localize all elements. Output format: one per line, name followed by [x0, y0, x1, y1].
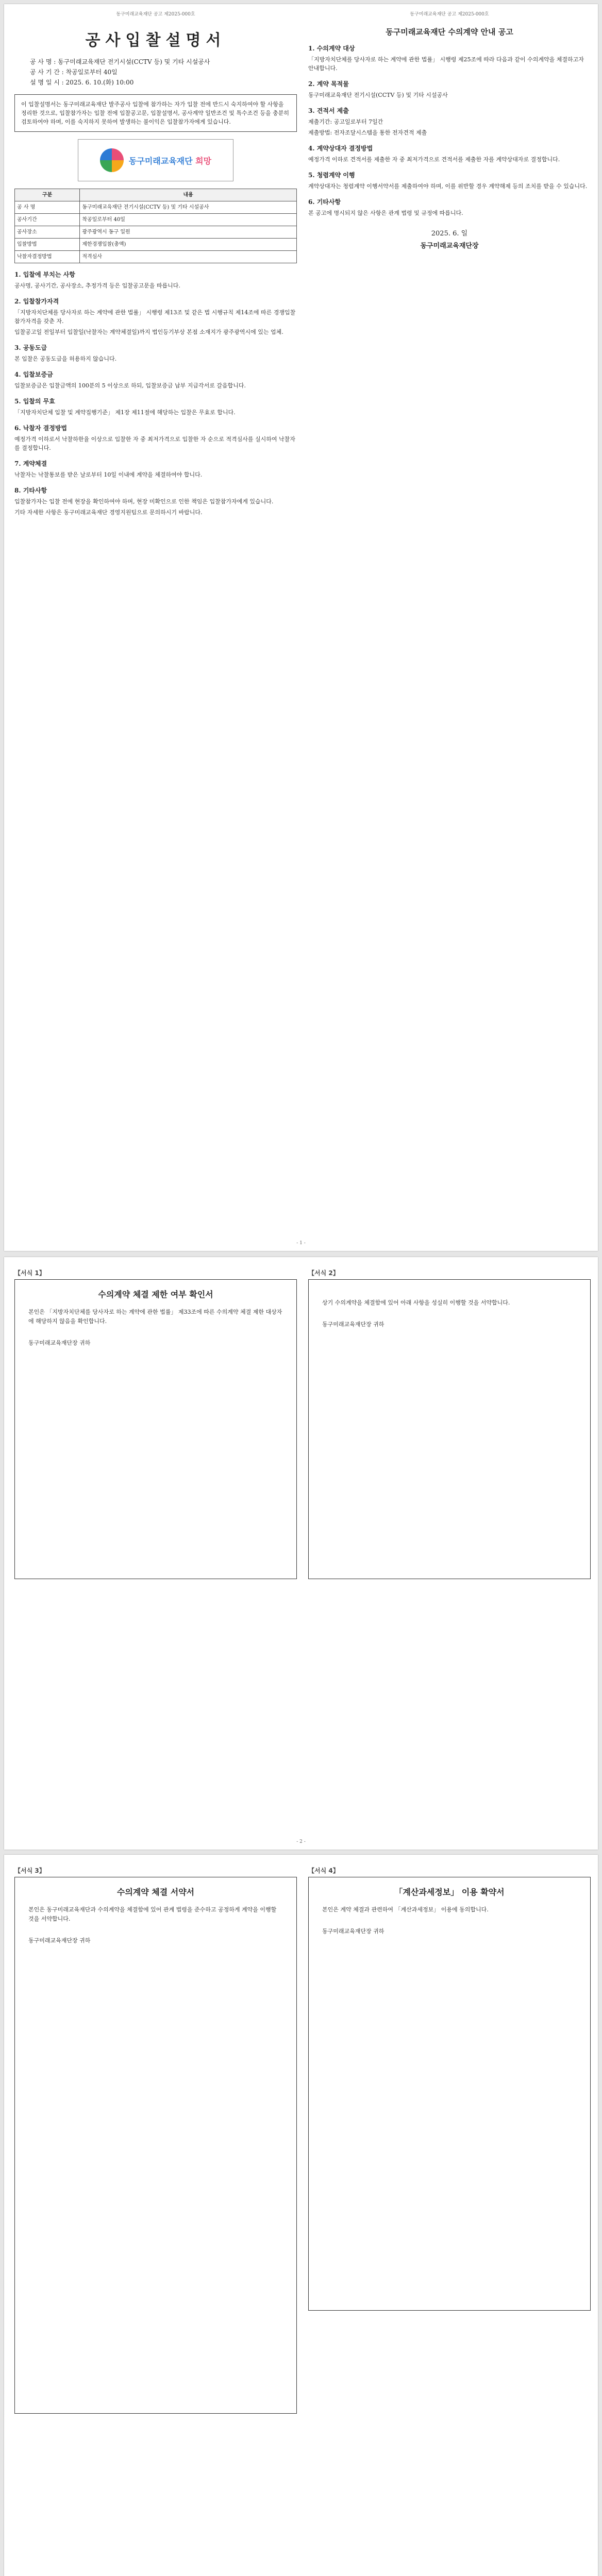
right-title: 동구미래교육재단 수의계약 안내 공고 — [386, 27, 513, 37]
foundation-logo — [78, 139, 233, 181]
form-label: 【서식 2】 — [308, 1269, 339, 1277]
section — [14, 297, 297, 336]
table-row: 공사기간 착공일로부터 40일 — [15, 214, 297, 226]
meta-line: 공 사 기 간 : 착공일로부터 40일 — [30, 69, 118, 76]
section-heading: 1. 수의계약 대상 — [308, 45, 355, 52]
spec-table — [14, 189, 297, 263]
form-frame — [308, 1877, 591, 2311]
table-row: 공 사 명 동구미래교육재단 전기시설(CCTV 등) 및 기타 시설공사 — [15, 201, 297, 214]
section-heading: 6. 낙찰자 결정방법 — [14, 425, 68, 432]
section-paragraph: 「지방자치단체 입찰 및 계약집행기준」 제1장 제11절에 해당하는 입찰은 무효로 합니다. — [14, 409, 236, 416]
page-1 — [4, 4, 598, 1251]
section — [308, 198, 591, 217]
logo-text: 동구미래교육재단 희망 — [128, 156, 212, 166]
form-frame — [14, 1877, 297, 2414]
section-heading: 8. 기타사항 — [14, 487, 47, 494]
form-body: 본인은 계약 체결과 관련하여 「계산과세정보」 이용에 동의합니다. — [322, 1906, 489, 1913]
table-header: 내용 — [80, 189, 297, 201]
left-column — [14, 4, 297, 519]
page-2 — [4, 1257, 598, 1850]
doc-number-right: 동구미래교육재단 공고 제2025-000호 — [410, 12, 489, 17]
section-heading: 1. 입찰에 부치는 사항 — [14, 271, 75, 278]
section-heading: 7. 계약체결 — [14, 460, 47, 467]
section — [14, 486, 297, 517]
section-paragraph: 「지방자치단체를 당사자로 하는 계약에 관한 법률」 시행령 제25조에 따라 다음과 같이 수의계약을 체결하고자 안내합니다. — [308, 56, 584, 72]
form-body: 본인은 동구미래교육재단과 수의계약을 체결함에 있어 관계 법령을 준수하고 공정하게 계약을 이행할 것을 서약합니다. — [28, 1906, 277, 1922]
section-heading: 5. 입찰의 무효 — [14, 398, 55, 405]
form-body: 본인은 「지방자치단체를 당사자로 하는 계약에 관한 법률」 제33조에 따른 수의계약 체결 제한 대상자에 해당하지 않음을 확인합니다. — [28, 1309, 282, 1325]
section-paragraph: 예정가격 이하로서 낙찰하한율 이상으로 입찰한 자 중 최저가격으로 입찰한 자 순으로 적격심사를 실시하여 낙찰자를 결정합니다. — [14, 436, 295, 451]
table-row: 공사장소 광주광역시 동구 일원 — [15, 226, 297, 239]
section-paragraph: 본 입찰은 공동도급을 허용하지 않습니다. — [14, 355, 117, 362]
section — [14, 460, 297, 479]
form-column-3 — [14, 1860, 297, 2414]
section-paragraph: 「지방자치단체를 당사자로 하는 계약에 관한 법률」 시행령 제13조 및 같은 법 시행규칙 제14조에 따른 경쟁입찰 참가자격을 갖춘 자. — [14, 309, 296, 325]
section-heading: 2. 계약 목적물 — [308, 80, 349, 88]
table-header: 구분 — [15, 189, 80, 201]
section-paragraph: 계약상대자는 청렴계약 이행서약서를 제출하여야 하며, 이를 위반할 경우 계약해제 등의 조치를 받을 수 있습니다. — [308, 183, 588, 190]
main-title: 공사입찰설명서 — [85, 31, 226, 49]
left-sections — [14, 270, 297, 517]
table-row: 입찰방법 제한경쟁입찰(총액) — [15, 239, 297, 251]
form-signature: 동구미래교육재단장 귀하 — [28, 1340, 91, 1346]
meta-line: 설 명 일 시 : 2025. 6. 10.(화) 10:00 — [30, 79, 134, 86]
section — [308, 80, 591, 99]
section-paragraph: 낙찰자는 낙찰통보를 받은 날로부터 10일 이내에 계약을 체결하여야 합니다. — [14, 471, 203, 478]
meta-line: 공 사 명 : 동구미래교육재단 전기시설(CCTV 등) 및 기타 시설공사 — [30, 58, 210, 65]
section-paragraph: 제출방법: 전자조달시스템을 통한 전자견적 제출 — [308, 129, 427, 136]
section-heading: 3. 견적서 제출 — [308, 107, 349, 114]
form-title: 「계산과세정보」 이용 확약서 — [394, 1887, 505, 1897]
section-paragraph: 공사명, 공사기간, 공사장소, 추정가격 등은 입찰공고문을 따릅니다. — [14, 282, 180, 289]
section — [14, 344, 297, 363]
section-heading: 3. 공동도급 — [14, 344, 47, 351]
form-column-2 — [308, 1262, 591, 1579]
section — [308, 171, 591, 191]
form-title: 수의계약 체결 제한 여부 확인서 — [98, 1290, 213, 1299]
section-paragraph: 예정가격 이하로 견적서를 제출한 자 중 최저가격으로 견적서를 제출한 자를 계약상대자로 결정합니다. — [308, 156, 560, 163]
notice-box: 이 입찰설명서는 동구미래교육재단 발주공사 입찰에 참가하는 자가 입찰 전에 반드시 숙지하여야 할 사항을 정리한 것으로, 입찰참가자는 입찰 전에 입찰공고문, 입찰설명서, 공사계약 일반조건 및 특수조건 등을 충분히 검토하여야 하며, 이를 숙지하지 못하여 발생하는 불이익은 입찰참가자에게 있습니다. — [14, 94, 297, 132]
form-column-1 — [14, 1262, 297, 1579]
form-label: 【서식 1】 — [14, 1269, 45, 1277]
section-paragraph: 기타 자세한 사항은 동구미래교육재단 경영지원팀으로 문의하시기 바랍니다. — [14, 509, 203, 516]
section-paragraph: 입찰공고일 전일부터 입찰일(낙찰자는 계약체결일)까지 법인등기부상 본점 소재지가 광주광역시에 있는 업체. — [14, 329, 283, 335]
form-column-4 — [308, 1860, 591, 2311]
section-heading: 5. 청렴계약 이행 — [308, 172, 355, 179]
section-heading: 4. 입찰보증금 — [14, 371, 53, 378]
form-signature: 동구미래교육재단장 귀하 — [28, 1937, 91, 1944]
section — [308, 107, 591, 137]
form-title: 수의계약 체결 서약서 — [116, 1887, 195, 1897]
section — [14, 270, 297, 290]
form-signature: 동구미래교육재단장 귀하 — [322, 1321, 384, 1328]
section — [308, 44, 591, 73]
signature-org: 동구미래교육재단장 — [420, 242, 479, 250]
form-frame — [308, 1279, 591, 1579]
page-3 — [4, 1855, 598, 2576]
section-paragraph: 동구미래교육재단 전기시설(CCTV 등) 및 기타 시설공사 — [308, 92, 448, 98]
signature-date: 2025. 6. 일 — [431, 230, 468, 238]
section — [14, 397, 297, 417]
spec-section — [14, 189, 297, 263]
section-paragraph: 본 공고에 명시되지 않은 사항은 관계 법령 및 규정에 따릅니다. — [308, 210, 463, 216]
doc-number: 동구미래교육재단 공고 제2025-000호 — [116, 12, 195, 17]
section-heading: 4. 계약상대자 결정방법 — [308, 145, 373, 152]
form-label: 【서식 4】 — [308, 1867, 339, 1874]
page-footer: - 2 - — [296, 1839, 306, 1844]
section — [308, 144, 591, 164]
form-label: 【서식 3】 — [14, 1867, 45, 1874]
page-footer: - 1 - — [296, 1241, 306, 1246]
section-heading: 6. 기타사항 — [308, 198, 341, 206]
form-signature: 동구미래교육재단장 귀하 — [322, 1928, 384, 1935]
section-paragraph: 제출기간: 공고일로부터 7일간 — [308, 118, 383, 125]
signature-block — [308, 228, 591, 252]
section-paragraph: 입찰참가자는 입찰 전에 현장을 확인하여야 하며, 현장 미확인으로 인한 책임은 입찰참가자에게 있습니다. — [14, 498, 274, 505]
form-body: 상기 수의계약을 체결함에 있어 아래 사항을 성실히 이행할 것을 서약합니다. — [322, 1299, 510, 1306]
section — [14, 424, 297, 452]
logo-mark-icon — [100, 148, 124, 172]
right-column — [308, 4, 591, 252]
table-row: 낙찰자결정방법 적격심사 — [15, 251, 297, 263]
section — [14, 370, 297, 390]
section-heading: 2. 입찰참가자격 — [14, 298, 59, 305]
section-paragraph: 입찰보증금은 입찰금액의 100분의 5 이상으로 하되, 입찰보증금 납부 지급각서로 갈음합니다. — [14, 382, 246, 389]
meta-block — [30, 57, 297, 87]
form-frame — [14, 1279, 297, 1579]
right-sections — [308, 44, 591, 217]
